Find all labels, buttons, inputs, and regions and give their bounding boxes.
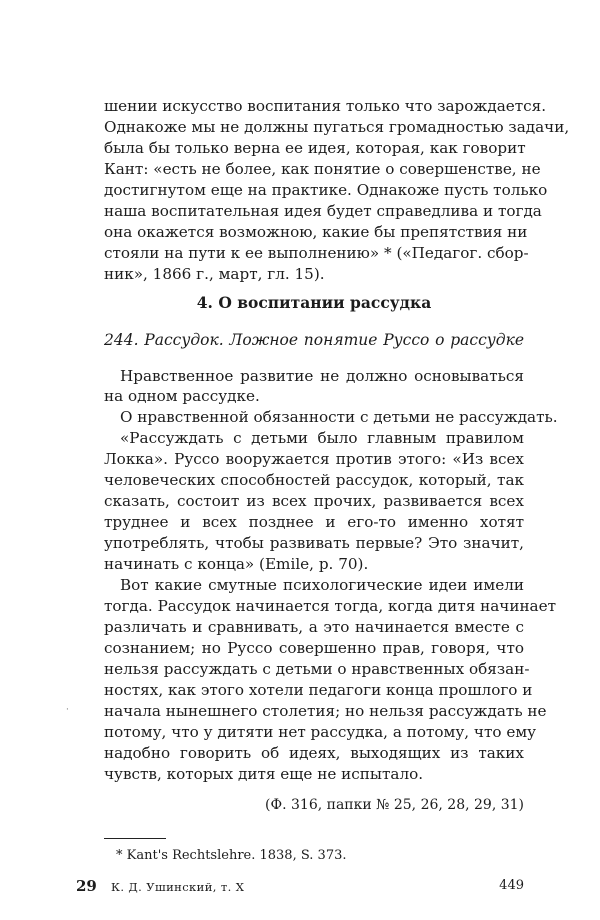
page-number: 449 (499, 878, 524, 893)
text-line: тогда. Рассудок начинается тогда, когда дитя начинает (104, 597, 557, 615)
text-line: различать и сравнивать, а это начинается вместе с (104, 618, 524, 636)
margin-dot: · (66, 705, 69, 715)
subsection-heading: 244. Рассудок. Ложное понятие Руссо о рассудке (104, 331, 524, 349)
section-heading: 4. О воспитании рассудка (196, 293, 432, 312)
text-line: Нравственное развитие не должно основываться (120, 367, 524, 385)
text-line: ностях, как этого хотели педагоги конца прошлого и (104, 681, 533, 699)
text-line: чувств, которых дитя еще не испытало. (104, 765, 424, 783)
text-line: сказать, состоит из всех прочих, развивается всех (104, 492, 524, 510)
text-line: она окажется возможною, какие бы препятствия ни (104, 223, 528, 241)
text-line: Локка». Руссо вооружается против этого: «Из всех (104, 450, 524, 468)
footnote: * Kant's Rechtslehre. 1838, S. 373. (116, 848, 347, 863)
text-line: ник», 1866 г., март, гл. 15). (104, 265, 325, 283)
text-line: «Рассуждать с детьми было главным правилом (120, 429, 524, 447)
text-line: Однакоже мы не должны пугаться громадностью задачи, (104, 118, 570, 136)
text-line: человеческих способностей рассудок, который, так (104, 471, 524, 489)
text-line: О нравственной обязанности с детьми не рассуждать. (120, 408, 558, 426)
text-line: употреблять, чтобы развивать первые? Это значит, (104, 534, 524, 552)
text-line: начала нынешнего столетия; но нельзя рассуждать не (104, 702, 547, 720)
text-line: Вот какие смутные психологические идеи имели (120, 576, 524, 594)
footnote-rule (104, 838, 166, 839)
archive-reference: (Ф. 316, папки № 25, 26, 28, 29, 31) (265, 797, 524, 813)
text-line: шении искусство воспитания только что зарождается. (104, 97, 547, 115)
signature-author: К. Д. Ушинский, т. X (111, 880, 245, 894)
text-line: потому, что у дитяти нет рассудка, а потому, что ему (104, 723, 537, 741)
signature-number: 29 (76, 877, 97, 895)
text-line: начинать с конца» (Emile, p. 70). (104, 555, 369, 573)
text-line: труднее и всех позднее и его-то именно хотят (104, 513, 524, 531)
text-line: на одном рассудке. (104, 387, 260, 405)
printer-signature (76, 876, 244, 898)
text-line: наша воспитательная идея будет справедлива и тогда (104, 202, 542, 220)
text-line: надобно говорить об идеях, выходящих из таких (104, 744, 524, 762)
text-line: достигнутом еще на практике. Однакоже пусть только (104, 181, 548, 199)
text-line: сознанием; но Руссо совершенно прав, говоря, что (104, 639, 524, 657)
text-line: стояли на пути к ее выполнению» * («Педагог. сбор- (104, 244, 529, 262)
text-line: была бы только верна ее идея, которая, как говорит (104, 139, 526, 157)
text-line: нельзя рассуждать с детьми о нравственных обязан- (104, 660, 530, 678)
text-line: Кант: «есть не более, как понятие о совершенстве, не (104, 160, 541, 178)
